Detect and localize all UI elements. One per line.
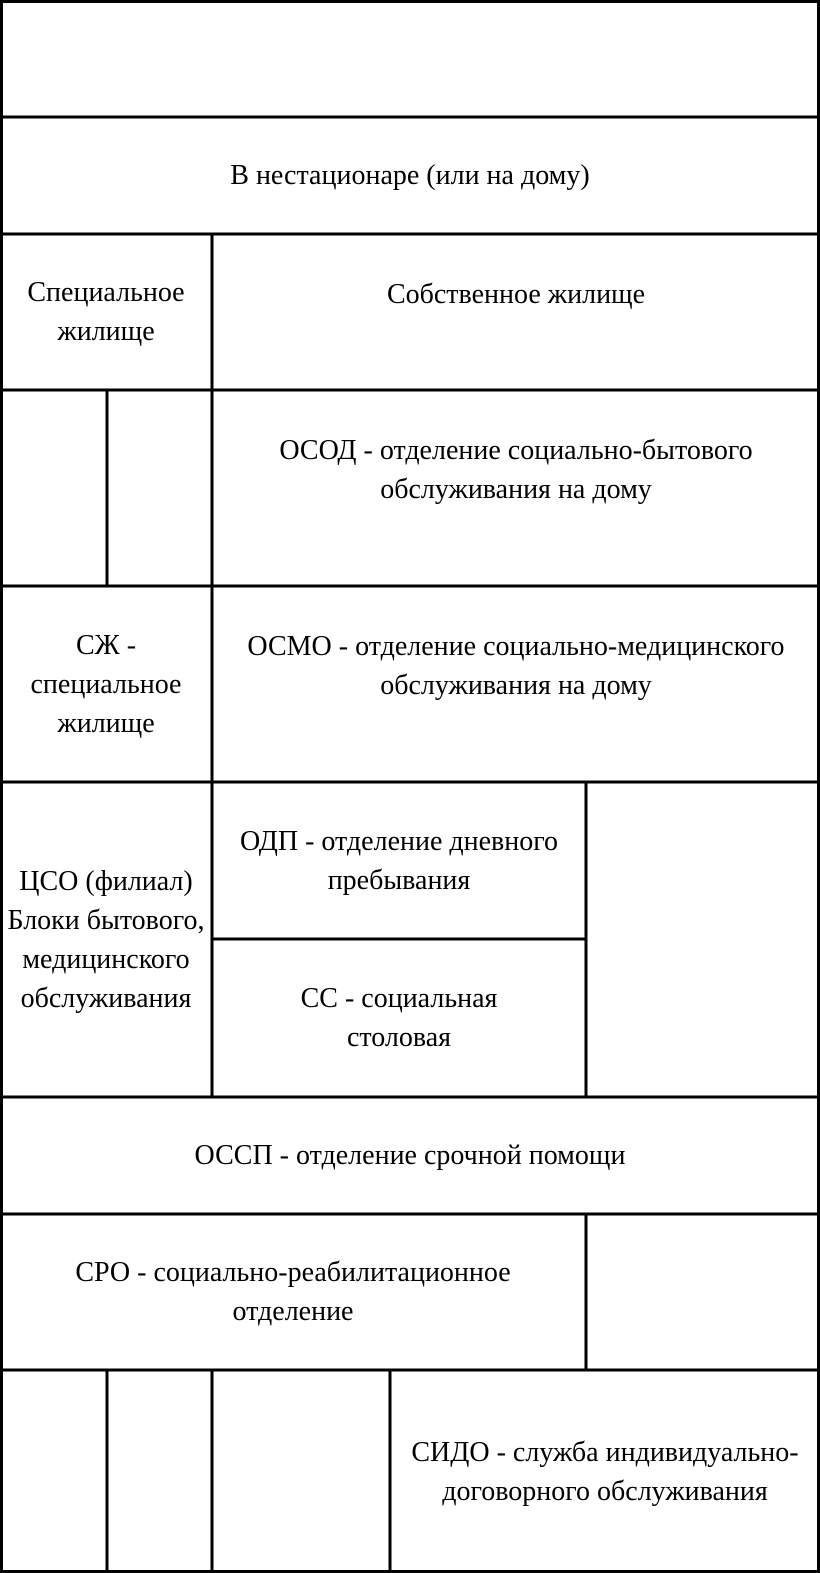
odp-text: ОДП - отделение дневного пребывания bbox=[239, 825, 559, 896]
ossp-cell bbox=[0, 1097, 820, 1214]
szh-text: СЖ - специальное жилище bbox=[30, 629, 182, 739]
non-stationary-text: В нестационаре (или на дому) bbox=[230, 160, 590, 191]
special-housing-cell bbox=[0, 234, 212, 390]
own-housing-cell bbox=[212, 234, 820, 354]
osod-cell bbox=[212, 390, 820, 550]
sro-text: СРО - социально-реабилитационное отделение bbox=[75, 1257, 511, 1327]
ossp-text: ОССП - отделение срочной помощи bbox=[194, 1140, 626, 1171]
header-blank-cell bbox=[0, 0, 820, 117]
tso-text: ЦСО (филиал) Блоки бытового, медицинского обслуживания bbox=[7, 865, 205, 1014]
tso-cell bbox=[0, 782, 212, 1097]
osod-text: ОСОД - отделение социально-бытового обслуживания на дому bbox=[279, 435, 753, 505]
non-stationary-cell bbox=[0, 117, 820, 234]
osmo-cell bbox=[212, 586, 820, 746]
ss-text: СС - социальная столовая bbox=[300, 983, 498, 1053]
special-housing-text: Специальное жилище bbox=[27, 277, 185, 347]
sido-text: СИДО - служба индивидуально-договорного обслуживания bbox=[411, 1436, 799, 1507]
odp-cell bbox=[212, 782, 586, 939]
sido-cell bbox=[390, 1370, 820, 1573]
sro-cell bbox=[0, 1214, 586, 1370]
own-housing-text: Собственное жилище bbox=[386, 278, 646, 310]
ss-cell bbox=[212, 939, 586, 1097]
osmo-text: ОСМО - отделение социально-медицинского обслуживания на дому bbox=[247, 631, 785, 701]
szh-cell bbox=[0, 586, 212, 782]
